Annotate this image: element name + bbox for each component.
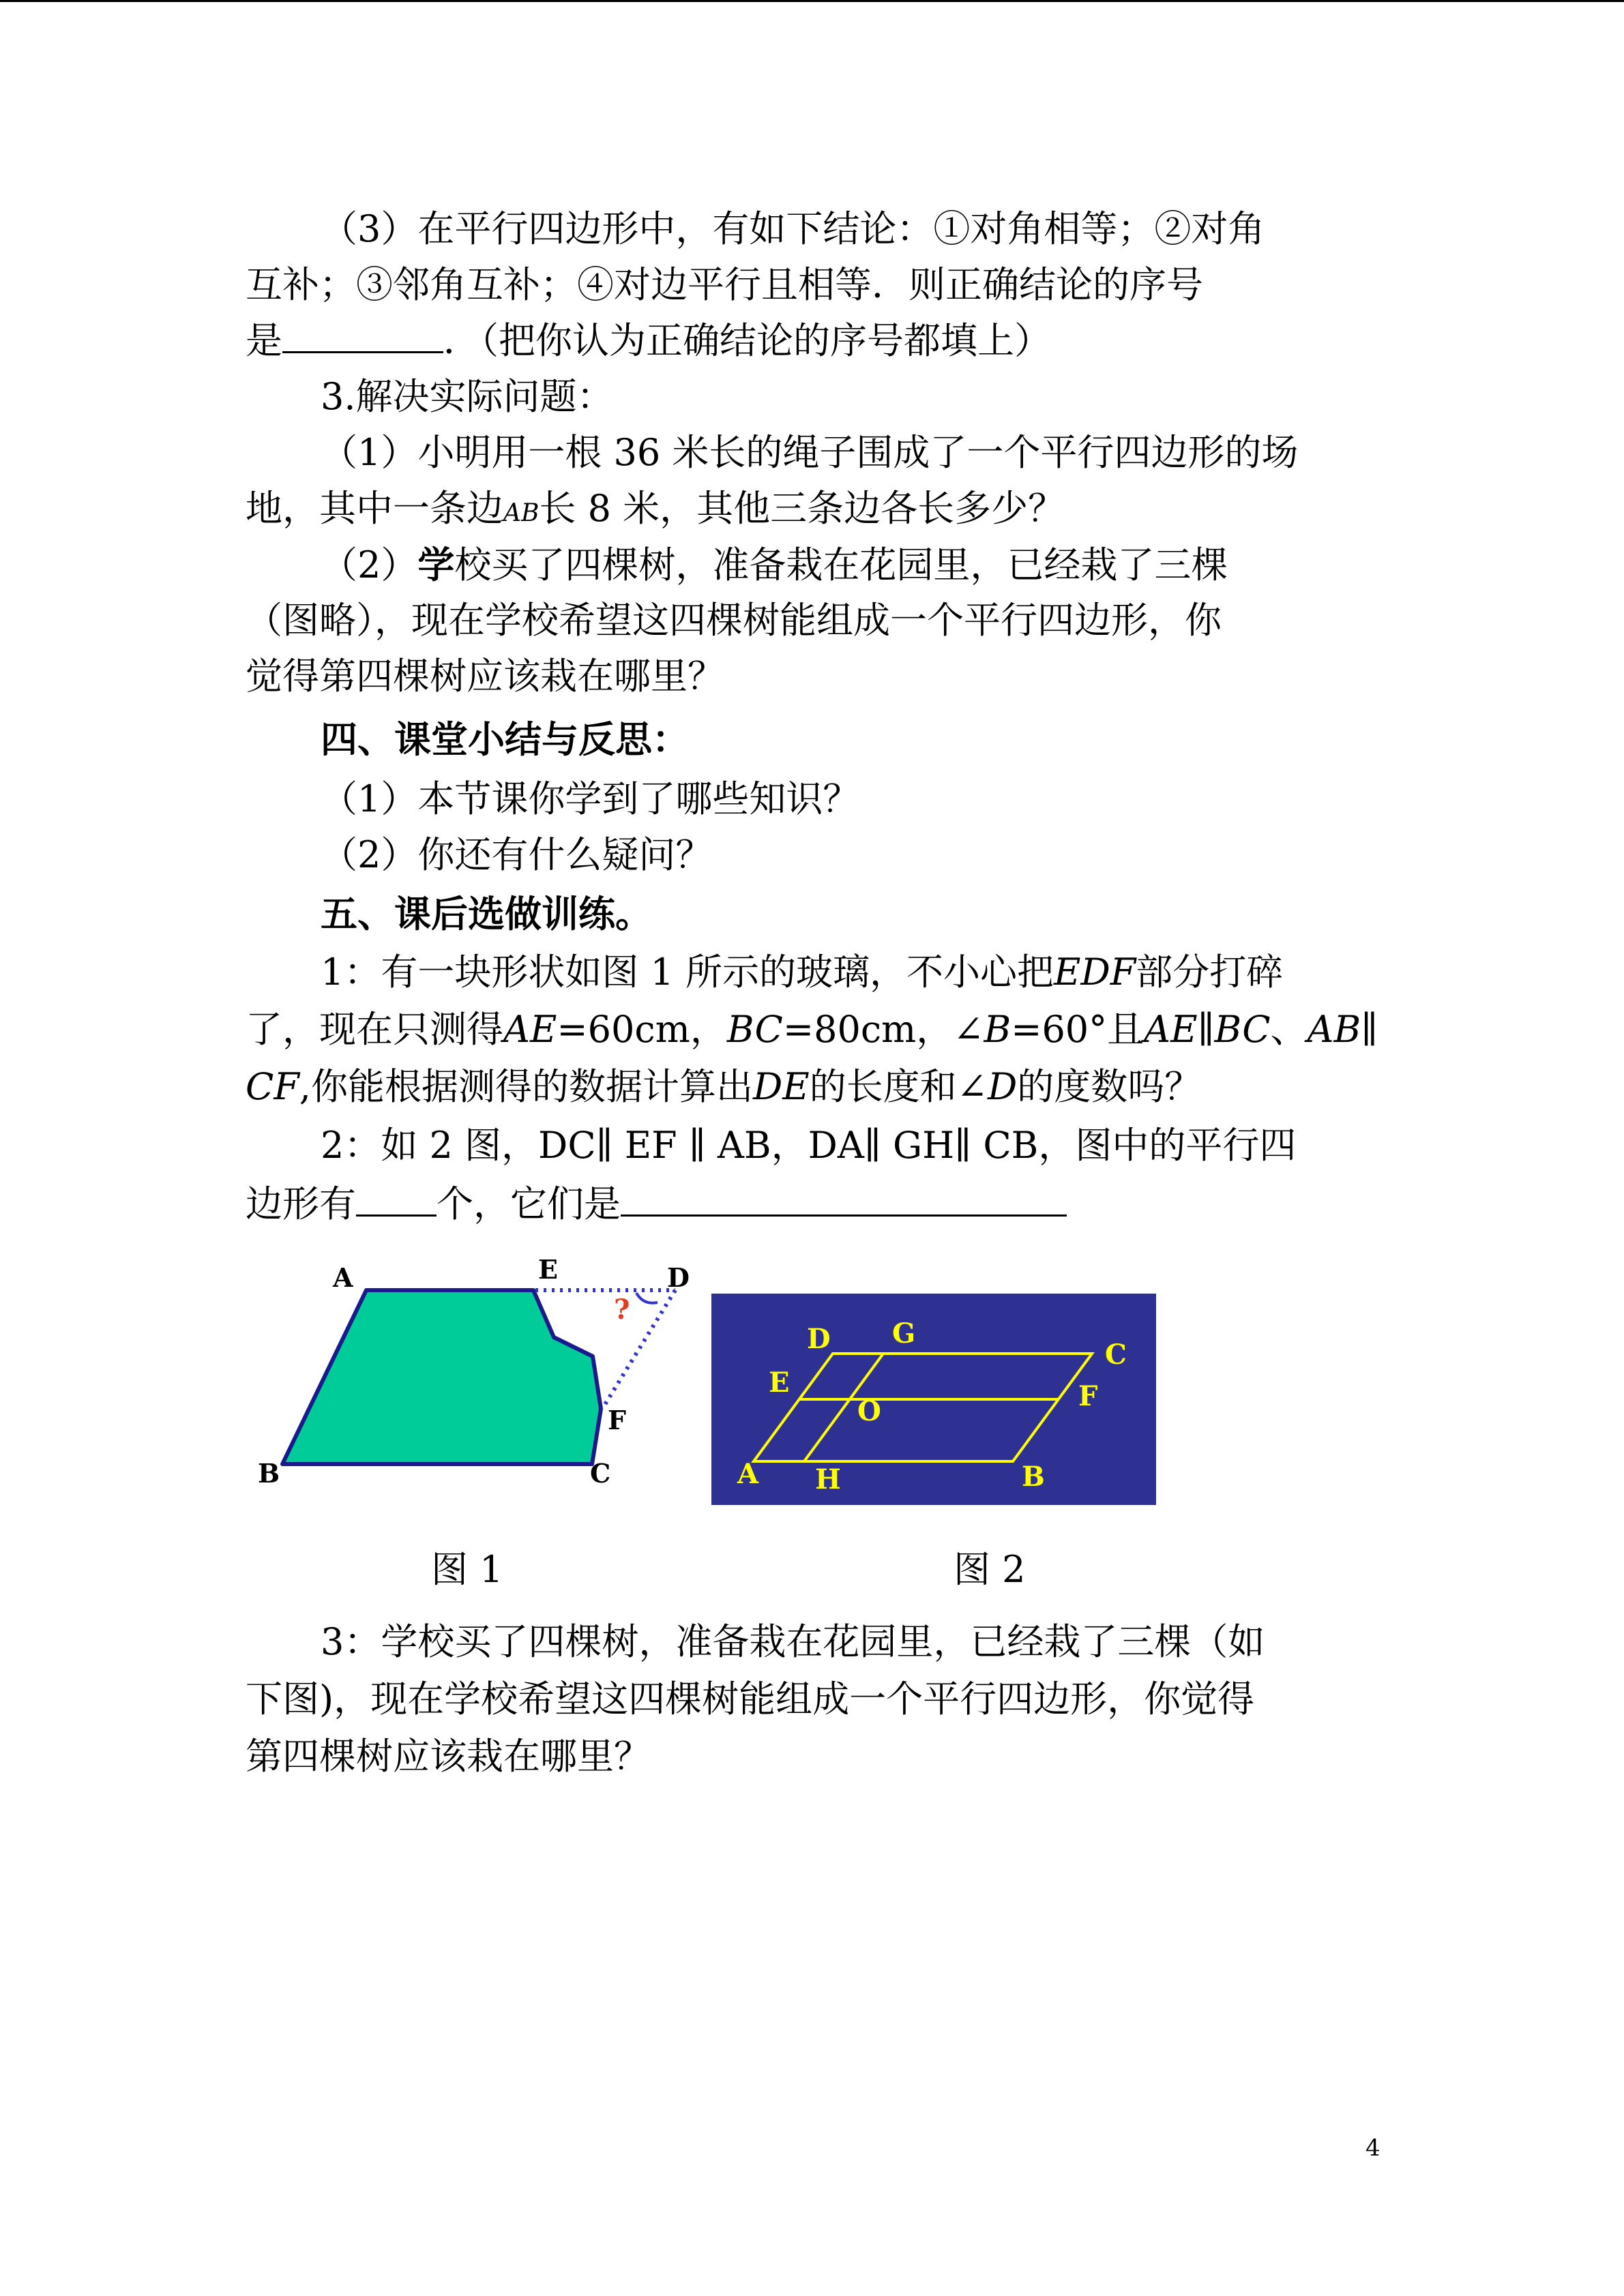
s5-p1-text-b: 部分打碎 — [1136, 951, 1284, 994]
item3-line3-post: ．（把你认为正确结论的序号都填上） — [443, 319, 1051, 362]
s3-q2-line2: （图略），现在学校希望这四棵树能组成一个平行四边形，你 — [246, 599, 1222, 642]
answer-blank[interactable] — [282, 321, 443, 353]
section3-heading: 3.解决实际问题： — [321, 375, 614, 418]
s3-q2-line1 — [321, 543, 1228, 587]
s5-p2-text-a: 边形有 — [246, 1182, 356, 1225]
label-e: E — [538, 1256, 558, 1285]
var-b: B — [984, 1008, 1012, 1051]
label-e2: E — [769, 1367, 790, 1399]
item3-line3-pre: 是 — [246, 319, 282, 362]
section5-heading: 五、课后选做训练。 — [321, 892, 652, 936]
count-blank[interactable] — [356, 1184, 437, 1217]
s3-q1-line2 — [246, 487, 1065, 535]
var-ae-par-bc: AE∥BC — [1144, 1008, 1271, 1051]
var-ae: AE — [503, 1008, 557, 1051]
s5-p1-line3 — [246, 1065, 1201, 1109]
figure1-glass — [246, 1256, 703, 1502]
label-o: O — [857, 1395, 881, 1427]
s5-p3-line1: 3：学校买了四棵树，准备栽在花园里，已经栽了三棵（如 — [321, 1620, 1265, 1663]
label-c: C — [590, 1458, 611, 1489]
label-d: D — [667, 1262, 690, 1293]
t7: 的长度和∠ — [809, 1065, 988, 1108]
label-c2: C — [1105, 1339, 1127, 1371]
s3-q1-text-a: 地，其中一条边 — [246, 487, 503, 530]
s5-p3-line3: 第四棵树应该栽在哪里？ — [246, 1735, 651, 1778]
t2: =60cm， — [557, 1008, 727, 1051]
figure2-caption: 图 2 — [954, 1548, 1026, 1591]
t1: 了，现在只测得 — [246, 1008, 503, 1051]
page-number: 4 — [1365, 2134, 1381, 2162]
s3-q2-text: 校买了四棵树，准备栽在花园里，已经栽了三棵 — [454, 543, 1228, 586]
glass-shape — [282, 1290, 601, 1464]
question-mark: ? — [614, 1294, 630, 1326]
var-ab-par: AB∥ — [1307, 1008, 1378, 1051]
s3-q2-line3: 觉得第四棵树应该栽在哪里？ — [246, 655, 724, 698]
var-cf: CF — [246, 1065, 299, 1108]
label-f: F — [608, 1405, 626, 1435]
var-d: D — [987, 1065, 1018, 1108]
label-d2: D — [807, 1323, 831, 1355]
t3: =80cm，∠ — [782, 1008, 984, 1051]
figure1-caption: 图 1 — [431, 1548, 503, 1591]
s4-q1: （1）本节课你学到了哪些知识？ — [321, 777, 860, 820]
var-ab: AB — [503, 499, 540, 527]
list-blank[interactable] — [621, 1184, 1067, 1217]
s5-p1-text-a: 1：有一块形状如图 1 所示的玻璃，不小心把 — [321, 951, 1054, 994]
label-b2: B — [1022, 1461, 1045, 1493]
s3-q1-text-b: 长 8 米，其他三条边各长多少？ — [539, 487, 1065, 530]
s3-q1-line1: （1）小明用一根 36 米长的绳子围成了一个平行四边形的场 — [321, 431, 1299, 474]
t5: 、 — [1270, 1008, 1308, 1051]
s5-p2-text-b: 个，它们是 — [437, 1182, 621, 1225]
item3-line3 — [246, 319, 1051, 363]
s5-p2-line1: 2：如 2 图，DC∥ EF ∥ AB，DA∥ GH∥ CB，图中的平行四 — [321, 1124, 1297, 1167]
item3-line2: 互补；③邻角互补；④对边平行且相等．则正确结论的序号 — [246, 263, 1203, 306]
label-g: G — [892, 1317, 916, 1350]
label-f2: F — [1078, 1380, 1098, 1412]
var-edf: EDF — [1054, 951, 1136, 994]
label-h: H — [815, 1463, 841, 1495]
s5-p2-line2 — [246, 1182, 1067, 1226]
s5-p3-line2: 下图)，现在学校希望这四棵树能组成一个平行四边形，你觉得 — [246, 1678, 1255, 1720]
label-a: A — [333, 1262, 353, 1293]
label-a2: A — [737, 1458, 759, 1490]
angle-d-arc — [636, 1293, 658, 1303]
section4-heading: 四、课堂小结与反思： — [321, 717, 689, 761]
s4-q2: （2）你还有什么疑问？ — [321, 833, 713, 876]
s3-q2-bold-char: 学 — [417, 543, 455, 586]
figure2-parallelograms — [711, 1294, 1156, 1505]
var-bc: BC — [726, 1008, 783, 1051]
t4: =60°且 — [1011, 1008, 1145, 1051]
s3-q2-num: （2） — [321, 543, 418, 586]
item3-line1: （3）在平行四边形中，有如下结论：①对角相等；②对角 — [321, 207, 1265, 250]
label-b: B — [258, 1458, 280, 1489]
t8: 的度数吗？ — [1017, 1065, 1202, 1108]
s5-p1-line2 — [246, 1008, 1378, 1052]
var-de: DE — [752, 1065, 810, 1108]
t6: ,你能根据测得的数据计算出 — [299, 1065, 753, 1108]
s5-p1-line1 — [321, 951, 1283, 994]
top-rule — [0, 0, 1624, 2]
